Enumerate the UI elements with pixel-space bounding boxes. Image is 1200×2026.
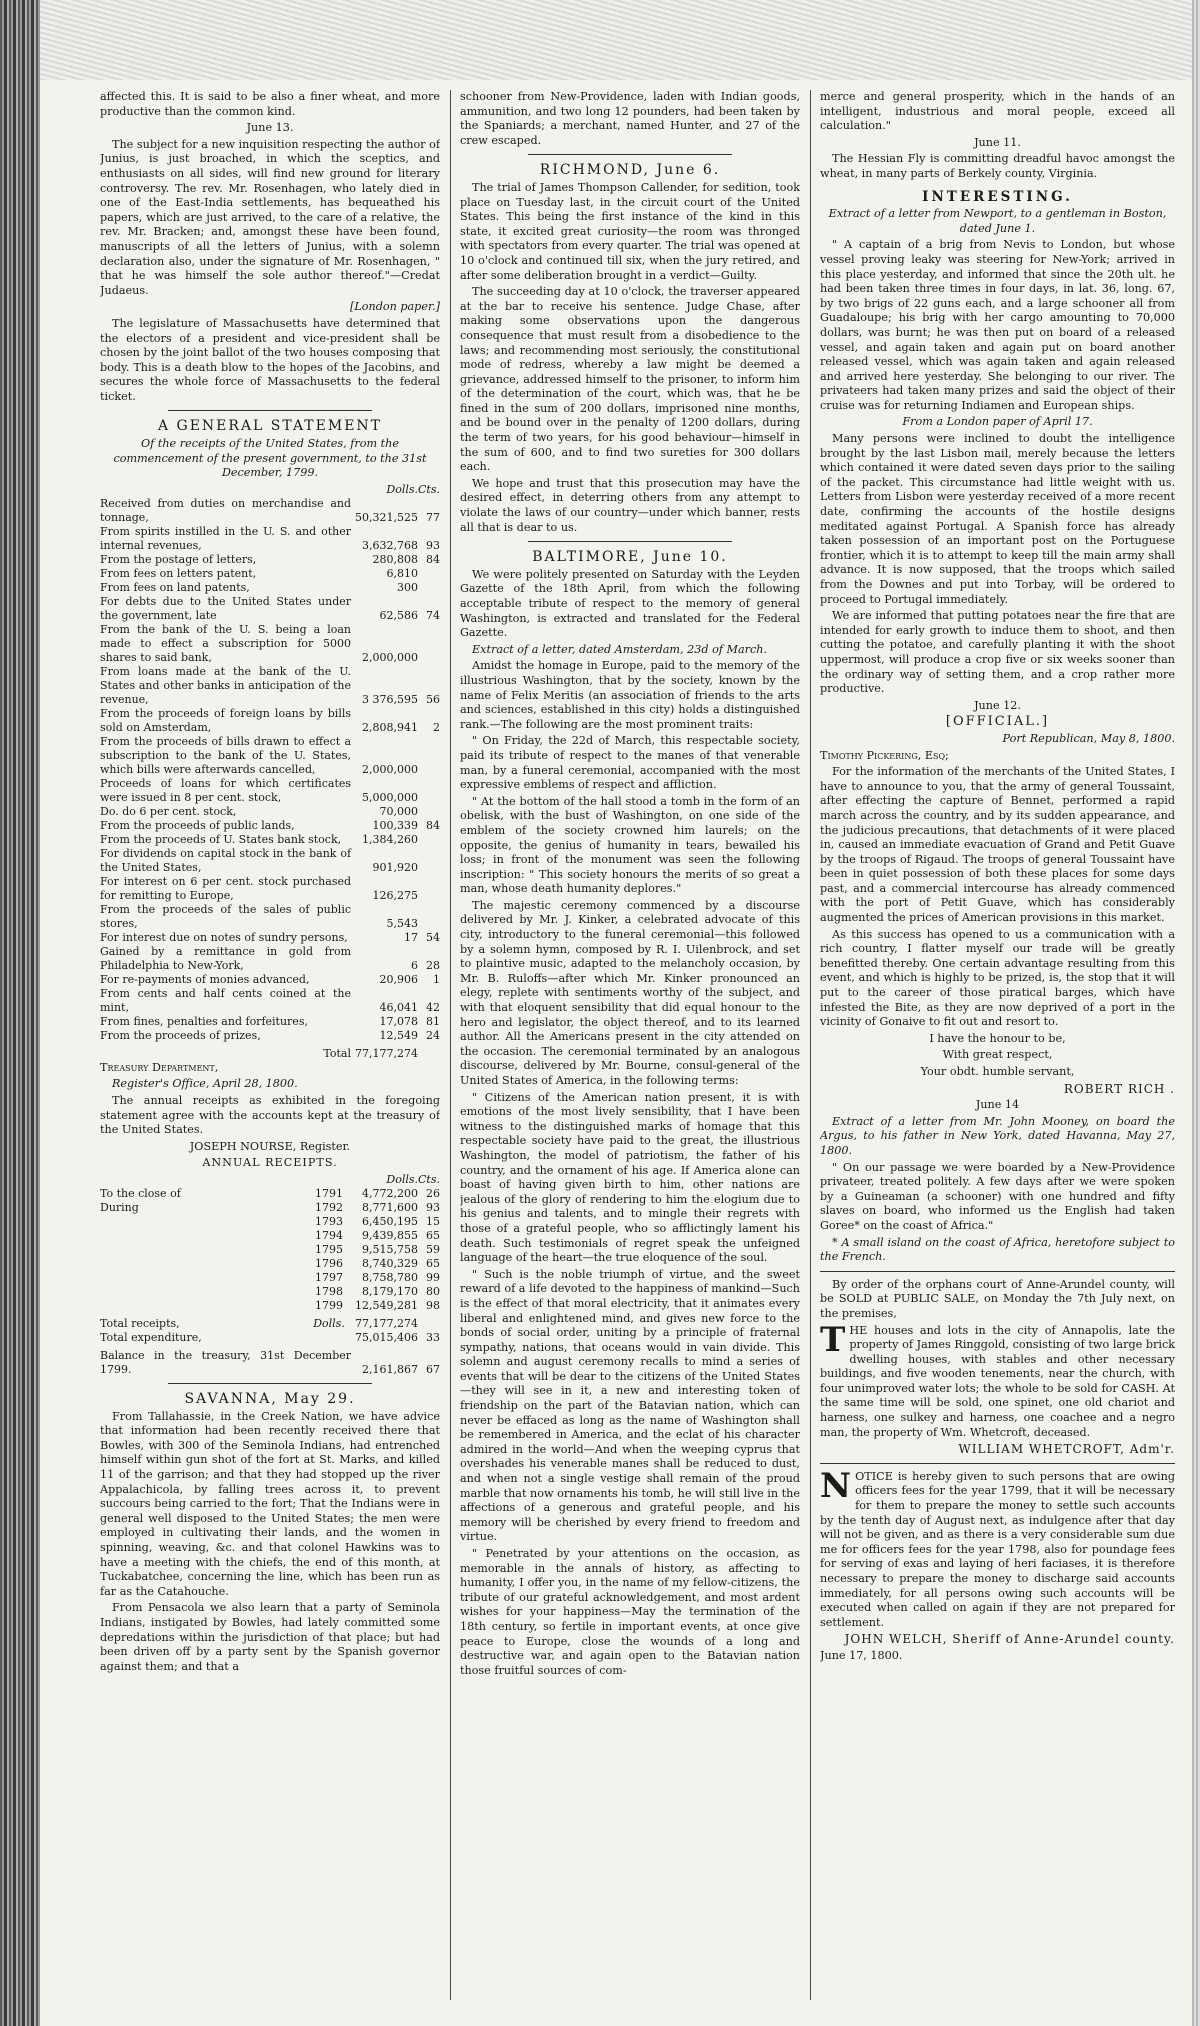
receipt-dolls: 3,632,768 [362,538,418,552]
receipt-label: From fees on land patents, [100,580,250,594]
annual-table [100,1173,440,1377]
junius-source: [London paper.] [349,300,440,314]
receipt-dolls: 280,808 [372,552,418,566]
receipt-label: Do. do 6 per cent. stock, [100,804,237,818]
balance-row [100,1345,440,1377]
receipt-dolls: 2,000,000 [362,650,418,664]
receipt-cts [418,735,440,777]
sheriff-notice [820,1465,1175,1631]
annual-dolls: 4,772,200 [362,1187,418,1200]
receipt-label: From the bank of the U. S. being a loan made to effect a subscription for 5000 shares to said bank, [100,622,352,664]
receipt-cts: 81 [426,1014,440,1028]
annual-receipts-title: ANNUAL RECEIPTS. [202,1156,338,1170]
mooney-footnote: * A small island on the coast of Africa, heretofore subject to the French. [820,1235,1175,1264]
receipt-dolls: 6,810 [386,566,418,580]
receipt-row [100,847,440,875]
potato-paragraph: We are informed that putting potatoes near the fire that are intended for early growth to induce them to shoot, and then cutting the potatoe, and carefully planting it with the shoot uppermost, will produce a crop five or six weeks sooner than the ordinary way of setting them, and a crop rather more productive. [820,609,1175,696]
date-june-12: June 12. [974,698,1021,712]
total-receipts-row [100,1313,440,1331]
receipt-row [100,1029,440,1043]
receipt-cts [418,833,440,847]
annual-cts: 15 [426,1215,440,1228]
richmond-paragraph-1: The trial of James Thompson Callender, for sedition, took place on Tuesday last, in the circuit court of the United States. This being the first instance of the kind in this state, it excited great curiosity—the room was thronged with spectators from every quarter. The trial was opened at 10 o'clock and continued till six, when the jury retired, and after some deliberation brought in a verdict—Guilty. [460,180,800,282]
register-text: The annual receipts as exhibited in the foregoing statement agree with the accounts kept at the treasury of the United States. [100,1094,440,1137]
receipt-cts [418,581,440,595]
receipt-label: From the proceeds of bills drawn to effect a subscription to the bank of the U. States, which bills were afterwards cancelled, [100,734,352,776]
receipt-label: For dividends on capital stock in the bank of the United States, [100,846,352,874]
annual-cts: 80 [426,1285,440,1298]
receipt-row [100,805,440,819]
column-1 [100,90,440,2000]
receipt-label: Gained by a remittance in gold from Philadelphia to New-York, [100,944,352,972]
closing-line-2: With great respect, [942,1048,1053,1062]
annual-row-label: To the close of [100,1187,181,1200]
receipt-cts [418,903,440,931]
total-label: Total [323,1046,352,1060]
annual-row [100,1257,440,1271]
hessian-fly-paragraph: The Hessian Fly is committing dreadful havoc amongst the wheat, in many parts of Berkely county, Virginia. [820,152,1175,180]
annual-row [100,1243,440,1257]
savanna-heading: SAVANNA, May 29. [184,1391,356,1407]
annual-year: 1798 [315,1285,344,1298]
receipt-row [100,1015,440,1029]
receipt-cts: 93 [426,538,440,552]
annual-row-label [100,1299,307,1313]
statement-subtitle: Of the receipts of the United States, from the commencement of the present government, to the 31st December, 1799. [113,437,427,480]
annual-row [100,1201,440,1215]
separator [168,1383,372,1384]
annual-row [100,1299,440,1313]
receipt-row [100,707,440,735]
register-office: Register's Office, April 28, 1800. [112,1077,298,1091]
separator [528,541,732,542]
receipt-cts: 54 [426,930,440,944]
receipt-label: From the proceeds of U. States bank stock, [100,832,342,846]
annual-dolls: 6,450,195 [362,1215,418,1228]
welch-signature: JOHN WELCH, Sheriff of Anne-Arundel county. [844,1632,1175,1647]
receipt-cts [418,777,440,805]
receipt-row [100,595,440,623]
receipt-cts: 84 [426,818,440,832]
receipt-dolls: 126,275 [372,888,418,902]
annual-cts-header: Cts. [418,1173,440,1186]
receipt-label: From the postage of letters, [100,552,257,566]
receipt-label: For re-payments of monies advanced, [100,972,310,986]
date-june-14: June 14 [975,1098,1020,1112]
baltimore-paragraph-2: Amidst the homage in Europe, paid to the memory of the illustrious Washington, that by the society, known by the name of Felix Meritis (an association of friends to the arts and sciences, established in this city) holds a distinguished rank.—The following are the most prominent traits: [460,659,800,731]
balance-cts: 67 [426,1363,440,1376]
mooney-subtitle: Extract of a letter from Mr. John Mooney, on board the Argus, to his father in New York, dated Havanna, May 27, 1800. [820,1114,1175,1157]
receipt-label: From loans made at the bank of the U. States and other banks in anticipation of the revenue, [100,664,352,706]
total-row [100,1043,440,1061]
receipt-dolls: 6 [411,958,418,972]
receipt-dolls: 2,808,941 [362,720,418,734]
receipt-row [100,987,440,1015]
receipt-row [100,553,440,567]
receipt-label: From fees on letters patent, [100,566,257,580]
annual-header-row [100,1173,440,1187]
baltimore-paragraph-1: We were politely presented on Saturday with the Leyden Gazette of the 18th April, from which the following acceptable tribute of respect to the memory of general Washington, is extracted and translated for the Federal Gazette. [460,567,800,640]
receipt-label: From cents and half cents coined at the mint, [100,986,352,1014]
total-receipts-value: 77,177,274 [355,1317,418,1330]
interesting-paragraph: " A captain of a brig from Nevis to London, but whose vessel proving leaky was steering for New-York; arrived in this place yesterday, and informed that since the 20th ult. he had been taken three times in four days, in lat. 36, long. 67, by two brigs of 22 guns each, and a large schooner all from Guadaloupe; his brig with her cargo amounting to 70,000 dollars, was burnt; he was then put on board of a released vessel, and again taken and again put on board another released vessel, which was again taken and again released and arrived here yesterday. She belonging to our river. The privateers had taken many prizes and said the object of their cruise was for returning Indiamen and European ships. [820,238,1175,412]
receipt-dolls: 17,078 [379,1014,418,1028]
annual-dolls: 8,771,600 [362,1201,418,1214]
column-3 [820,90,1175,2000]
date-june-13: June 13. [246,121,294,135]
total-expenditure-row [100,1331,440,1345]
annual-dolls: 8,758,780 [362,1271,418,1284]
richmond-paragraph-2: The succeeding day at 10 o'clock, the traverser appeared at the bar to receive his sentence. Judge Chase, after making some observations upon the dangerous consequence that must result from a disobedience to the laws; and recommending most seriously, the constitutional mode of redress, whereby a law might be deemed a grievance, addressed himself to the prisoner, to inform him of the determination of the court, which was, that he be fined in the sum of 200 dollars, imprisoned nine months, and be bound over in the penalty of 1200 dollars, during the term of two years, for his good behaviour—himself in the sum of 600, and to find two sureties for 300 dollars each. [460,285,800,474]
receipt-dolls: 50,321,525 [355,510,418,524]
receipt-cts [418,623,440,665]
receipt-row [100,875,440,903]
total-expenditure-label: Total expenditure, [100,1331,202,1344]
schooner-paragraph: schooner from New-Providence, laden with Indian goods, ammunition, and two long 12 pounders, had been taken by the Spaniards; a merchant, named Hunter, and 27 of the crew escaped. [460,90,800,147]
annual-dolls: 9,439,855 [362,1229,418,1242]
annual-row [100,1285,440,1299]
richmond-heading: RICHMOND, June 6. [539,162,721,179]
separator [820,1463,1175,1464]
junius-paragraph: The subject for a new inquisition respecting the author of Junius, is just broached, in which the sceptics, and enthusiasts on all sides, will find new ground for literary controversy. The rev. Mr. Rosenhagen, who lately died in one of the East-India settlements, has bequeathed his papers, which are just arrived, to the care of a relative, the rev. Mr. Bracken; and, amongst these have been found, manuscripts of all the letters of Junius, with a solemn declaration also, under the signature of Mr. Rosenhagen, " that he was himself the sole author thereof."—Credat Judaeus. [100,137,440,297]
annual-cts: 65 [426,1257,440,1270]
receipt-cts: 24 [426,1028,440,1042]
annual-row-label [100,1243,307,1257]
receipt-dolls: 12,549 [379,1028,418,1042]
extract-title: Extract of a letter, dated Amsterdam, 23d of March. [472,642,768,656]
receipt-row [100,665,440,707]
receipt-row [100,525,440,553]
date-june-11: June 11. [974,135,1021,149]
wheat-intro: affected this. It is said to be also a finer wheat, and more productive than the common kind. [100,90,440,118]
annual-cts: 65 [426,1229,440,1242]
separator [528,154,732,155]
annual-row-label [100,1271,307,1285]
statement-title: A GENERAL STATEMENT [157,418,383,435]
receipt-dolls: 2,000,000 [362,762,418,776]
receipt-label: From the proceeds of foreign loans by bills sold on Amsterdam, [100,706,352,734]
sale-text: HE houses and lots in the city of Annapolis, late the property of James Ringgold, consisting of two large brick dwelling houses, with stables and other necessary buildings, and five wooden tenements, near the church, with four unimproved water lots; the whole to be sold for CASH. At the same time will be sold, one spinet, one old chariot and harness, one sulkey and harness, one coachee and a negro man, the property of Wm. Whetcroft, deceased. [820,1323,1175,1439]
annual-row-label [100,1215,307,1229]
receipt-row [100,945,440,973]
receipt-dolls: 300 [397,580,418,594]
receipt-row [100,973,440,987]
receipt-cts [418,875,440,903]
annual-year: 1791 [315,1187,344,1200]
receipt-cts: 2 [433,720,440,734]
annual-cts: 59 [426,1243,440,1256]
receipt-cts: 77 [426,510,440,524]
binding-gutter [0,0,40,2026]
official-heading: [OFFICIAL.] [945,714,1050,730]
baltimore-paragraph-7: " Such is the noble triumph of virtue, and the sweet reward of a life devoted to the happiness of mankind—Such is the effect of that moral electricity, that it animates every liberal and enlightened mind, and gives new force to the bonds of social order, uniting by a principle of fraternal sympathy, nations, that oceans would in vain divide. This solemn and august ceremony recalls to mind a series of events that will be dear to the citizens of the United States—they will see in it, a new and interesting token of friendship on the part of the Batavian nation, which can never be effaced as long as the name of Washington shall be remembered in America, and the eclat of his character admired in the world—And when the weeping cyprus that overshades his venerable manes shall be reduced to dust, and when not a single vestige shall remain of the proud marble that now ornaments his tomb, he will still live in the affections of a generous and grateful people, and his memory will be cherished by every friend to freedom and virtue. [460,1267,800,1544]
notice-dropcap: N [820,1465,852,1506]
annual-year: 1792 [315,1201,344,1214]
sale-heading: By order of the orphans court of Anne-Arundel county, will be SOLD at PUBLIC SALE, on Monday the 7th July next, on the premises, [820,1277,1175,1320]
column-2 [460,90,800,2000]
receipt-dolls: 62,586 [379,608,418,622]
receipt-label: For interest on 6 per cent. stock purchased for remitting to Europe, [100,874,352,902]
balance-value: 2,161,867 [362,1363,418,1376]
savanna-paragraph-1: From Tallahassie, in the Creek Nation, we have advice that information had been recently received there that Bowles, with 300 of the Seminola Indians, had entrenched himself within gun shot of the fort at St. Marks, and killed 11 of the garrison; and that they had stopped up the river Appalachicola, by falling trees across it, to prevent succours being carried to the fort; That the Indians were in general well disposed to the United States; the men were employed in cultivating their lands, and the women in spinning, weaving, &c. and that colonel Hawkins was to have a meeting with the chiefs, the end of this month, at Tuckabatchee, concerning the line, which has been run as far as the Catahouche. [100,1409,440,1598]
annual-cts: 99 [426,1271,440,1284]
baltimore-paragraph-5: The majestic ceremony commenced by a discourse delivered by Mr. J. Kinker, a celebrated advocate of this city, introductory to the funeral ceremonial—this followed by a solemn hymn, composed by R. I. Uilenbrock, and set to plaintive music, adapted to the melancholy occasion, by Mr. B. Ruloffs—after which Mr. Kinker pronounced an elegy, replete with sentiments worthy of the subject, and with that eloquent sensibility that did equal honour to the hero and legislator, the object thereof, and to its learned author. All the Americans present in the city attended on the occasion. The ceremonial terminated by an analogous discourse, delivered by Mr. Bourne, consul-general of the United States of America, in the following terms: [460,898,800,1087]
receipt-label: From spirits instilled in the U. S. and other internal revenues, [100,524,352,552]
receipt-label: From fines, penalties and forfeitures, [100,1014,308,1028]
interesting-subtitle: Extract of a letter from Newport, to a gentleman in Boston, dated June 1. [828,207,1167,235]
annual-row [100,1271,440,1285]
receipt-cts: 28 [426,958,440,972]
annual-dolls: 9,515,758 [362,1243,418,1256]
annual-year: 1794 [315,1229,344,1242]
savanna-paragraph-2: From Pensacola we also learn that a party of Seminola Indians, instigated by Bowles, had lately committed some depredations within the jurisdiction of that place; but had been driven off by a party sent by the Spanish governor against them; and that a [100,1601,440,1673]
annual-row [100,1229,440,1243]
annual-year: 1796 [315,1257,344,1270]
baltimore-paragraph-4: " At the bottom of the hall stood a tomb in the form of an obelisk, with the bust of Washington, on one side of the emblem of the society crowned him laurels; on the opposite, the genius of humanity in tears, bewailed his loss; in front of the monument was seen the following inscription: " This society honours the merits of so great a man, whose death humanity deplores." [460,794,800,896]
baltimore-paragraph-8: " Penetrated by your attentions on the occasion, as memorable in the annals of history, as affecting to humanity, I offer you, in the name of my fellow-citizens, the tribute of our grateful acknowledgement, and most ardent wishes for your happiness—May the termination of the 18th century, so fertile in important events, at once give peace to Europe, close the wounds of a long and destructive war, and again open to the Batavian nation those fruitful sources of com- [460,1547,800,1677]
official-paragraph-1: For the information of the merchants of the United States, I have to announce to you, that the army of general Toussaint, after effecting the capture of Bennet, performed a rapid march across the country, and by its sudden appearance, and the judicious precautions, that detachments of it were placed in, caused an immediate evacuation of Grand and Petit Guave by the troops of Rigaud. The troops of general Toussaint have been in quiet possession of both these places for some days past, and a commercial intercourse has already commenced with the port of Petit Guave, which has considerably augmented the prices of American provisions in this market. [820,765,1175,925]
receipt-row [100,833,440,847]
sale-notice [820,1319,1175,1441]
receipt-dolls: 70,000 [379,804,418,818]
receipt-dolls: 20,906 [379,972,418,986]
receipt-label: Received from duties on merchandise and tonnage, [100,496,352,524]
receipt-label: From the proceeds of public lands, [100,818,295,832]
annual-row-label: During [100,1201,139,1214]
annual-year: 1795 [315,1243,344,1256]
receipts-table [100,483,440,1061]
receipt-cts: 1 [433,972,440,986]
annual-body [100,1187,440,1313]
receipt-row [100,623,440,665]
receipt-cts [418,567,440,581]
receipt-cts: 56 [426,692,440,706]
receipt-row [100,819,440,833]
receipt-cts [418,805,440,819]
sale-dropcap: T [820,1319,846,1360]
receipt-row [100,777,440,805]
mooney-paragraph: " On our passage we were boarded by a New-Providence privateer, treated politely. A few days after we were spoken by a Guineaman (a schooner) with one hundred and fifty slaves on board, who informed us the English had taken Goree* on the coast of Africa." [820,1160,1175,1232]
receipt-dolls: 5,543 [386,916,418,930]
annual-cts: 93 [426,1201,440,1214]
annual-row-label [100,1257,307,1271]
annual-cts: 26 [426,1187,440,1200]
receipt-cts: 74 [426,608,440,622]
baltimore-heading: BALTIMORE, June 10. [532,549,728,566]
column-rule [810,90,811,2000]
total-receipts-dolls: Dolls. [313,1317,345,1330]
receipt-row [100,497,440,525]
dolls-header: Dolls. [386,482,418,496]
receipt-dolls: 17 [404,930,418,944]
annual-year: 1799 [315,1299,344,1312]
total-receipts-label: Total receipts, [100,1317,180,1330]
receipt-cts [418,847,440,875]
interesting-heading: INTERESTING. [922,188,1073,205]
receipt-cts: 84 [426,552,440,566]
receipt-dolls: 100,339 [372,818,418,832]
receipts-body [100,497,440,1043]
right-edge [1192,0,1200,2026]
annual-row-label [100,1285,307,1299]
annual-row [100,1187,440,1201]
massachusetts-paragraph: The legislature of Massachusetts have determined that the electors of a president and vice-president shall be chosen by the joint ballot of the two houses composing that body. This is a death blow to the hopes of the Jacobins, and secures the whole force of Massachusetts to the federal ticket. [100,316,440,403]
receipt-dolls: 46,041 [379,1000,418,1014]
receipt-label: Proceeds of loans for which certificates were issued in 8 per cent. stock, [100,776,352,804]
annual-dolls: 12,549,281 [355,1299,418,1312]
pickering-salutation: Timothy Pickering, Esq; [820,748,949,762]
receipt-row [100,903,440,931]
total-expenditure-value: 75,015,406 [355,1331,418,1344]
baltimore-paragraph-6: " Citizens of the American nation present, it is with emotions of the most lively sensibility, that I have been witness to the distinguished marks of homage that this respectable society have paid to the great, the illustrious Washington, the model of patriotism, the father of his country, and the ornament of his age. If America alone can boast of having given birth to him, other nations are jealous of the glory of rendering to him the elogium due to his genius and talents, and to mingle their regrets with those of a grateful people, who so afflictingly lament his death. Such testimonials of regret speak the unfeigned language of the heart—the true eloquence of the soul. [460,1090,800,1265]
receipt-label: From the proceeds of the sales of public stores, [100,902,352,930]
whetcroft-signature: WILLIAM WHETCROFT, Adm'r. [958,1442,1175,1457]
newspaper-page [100,90,1180,2000]
notice-date: June 17, 1800. [820,1648,903,1662]
official-paragraph-2: As this success has opened to us a communication with a rich country, I flatter myself our trade will be greatly benefitted thereby. One certain advantage resulting from this event, and which is highly to be prized, is, the stop that it will put to the career of those piratical barges, which have infested the Bite, as they are now deprived of a port in the vicinity of Gonaive to fit out and resort to. [820,927,1175,1029]
receipts-header-row [100,483,440,497]
receipt-label: For debts due to the United States under the government, late [100,594,352,622]
total-expenditure-cts: 33 [426,1331,440,1344]
top-margin-noise [40,0,1200,80]
receipt-label: For interest due on notes of sundry persons, [100,930,348,944]
annual-dolls: 8,740,329 [362,1257,418,1270]
total-value: 77,177,274 [355,1046,418,1060]
cts-header: Cts. [418,482,440,496]
receipt-row [100,567,440,581]
receipt-dolls: 5,000,000 [362,790,418,804]
annual-row-label [100,1229,307,1243]
receipt-label: From the proceeds of prizes, [100,1028,261,1042]
separator [168,410,372,411]
separator [820,1271,1175,1272]
receipt-row [100,931,440,945]
baltimore-paragraph-3: " On Friday, the 22d of March, this respectable society, paid its tribute of respect to the manes of that venerable man, by a funeral ceremonial, accompanied with the most expressive emblems of respect and affliction. [460,734,800,792]
column-rule [450,90,451,2000]
notice-text: OTICE is hereby given to such persons that are owing officers fees for the year 1799, that it will be necessary for them to prepare the money to settle such accounts by the tenth day of August next, as indulgence after that day will not be given, and as there is a very considerable sum due me for officers fees for the year 1798, also for poundage fees for serving of exas and laying of heri faciases, it is therefore necessary to prepare the money to discharge said accounts immediately, for all persons owing such accounts will be executed when called on again if they are not prepared for settlement. [820,1469,1175,1629]
commerce-paragraph: merce and general prosperity, which in the hands of an intelligent, industrious and moral people, exceed all calculation." [820,90,1175,133]
richmond-paragraph-3: We hope and trust that this prosecution may have the desired effect, in deterring others from any attempt to violate the laws of our country—under which banner, rests all that is dear to us. [460,476,800,534]
closing-line-3: Your obdt. humble servant, [920,1065,1075,1078]
receipt-cts: 42 [426,1000,440,1014]
london-subtitle: From a London paper of April 17. [902,415,1093,429]
annual-cts: 98 [426,1299,440,1312]
annual-dolls-header: Dolls. [386,1173,418,1186]
nourse-signature: JOSEPH NOURSE, Register. [189,1139,351,1153]
receipt-dolls: 3 376,595 [362,692,418,706]
receipt-row [100,735,440,777]
receipt-dolls: 901,920 [372,860,418,874]
london-paragraph: Many persons were inclined to doubt the intelligence brought by the last Lisbon mail, merely because the letters which contained it were dated seven days prior to the sailing of the packet. This circumstance had little weight with us. Letters from Lisbon were yesterday received of a more recent date, confirming the accounts of the hostile designs meditated against Portugal. A Spanish force has already taken possession of an important post on the Portuguese frontier, which it is to attempt to keep till the main army shall advance. It is now supposed, that the troops which sailed from the Downes and put into Torbay, will be ordered to proceed to Portugal immediately. [820,432,1175,606]
port-republican-date: Port Republican, May 8, 1800. [1002,731,1175,745]
receipt-row [100,581,440,595]
annual-row [100,1215,440,1229]
annual-year: 1793 [315,1215,344,1228]
annual-year: 1797 [315,1271,344,1284]
balance-label: Balance in the treasury, 31st December 1799. [100,1349,352,1376]
closing-line-1: I have the honour to be, [929,1031,1066,1045]
robert-rich-signature: ROBERT RICH . [1063,1081,1175,1096]
treasury-department: Treasury Department, [100,1060,219,1074]
receipt-dolls: 1,384,260 [362,832,418,846]
annual-dolls: 8,179,170 [362,1285,418,1298]
